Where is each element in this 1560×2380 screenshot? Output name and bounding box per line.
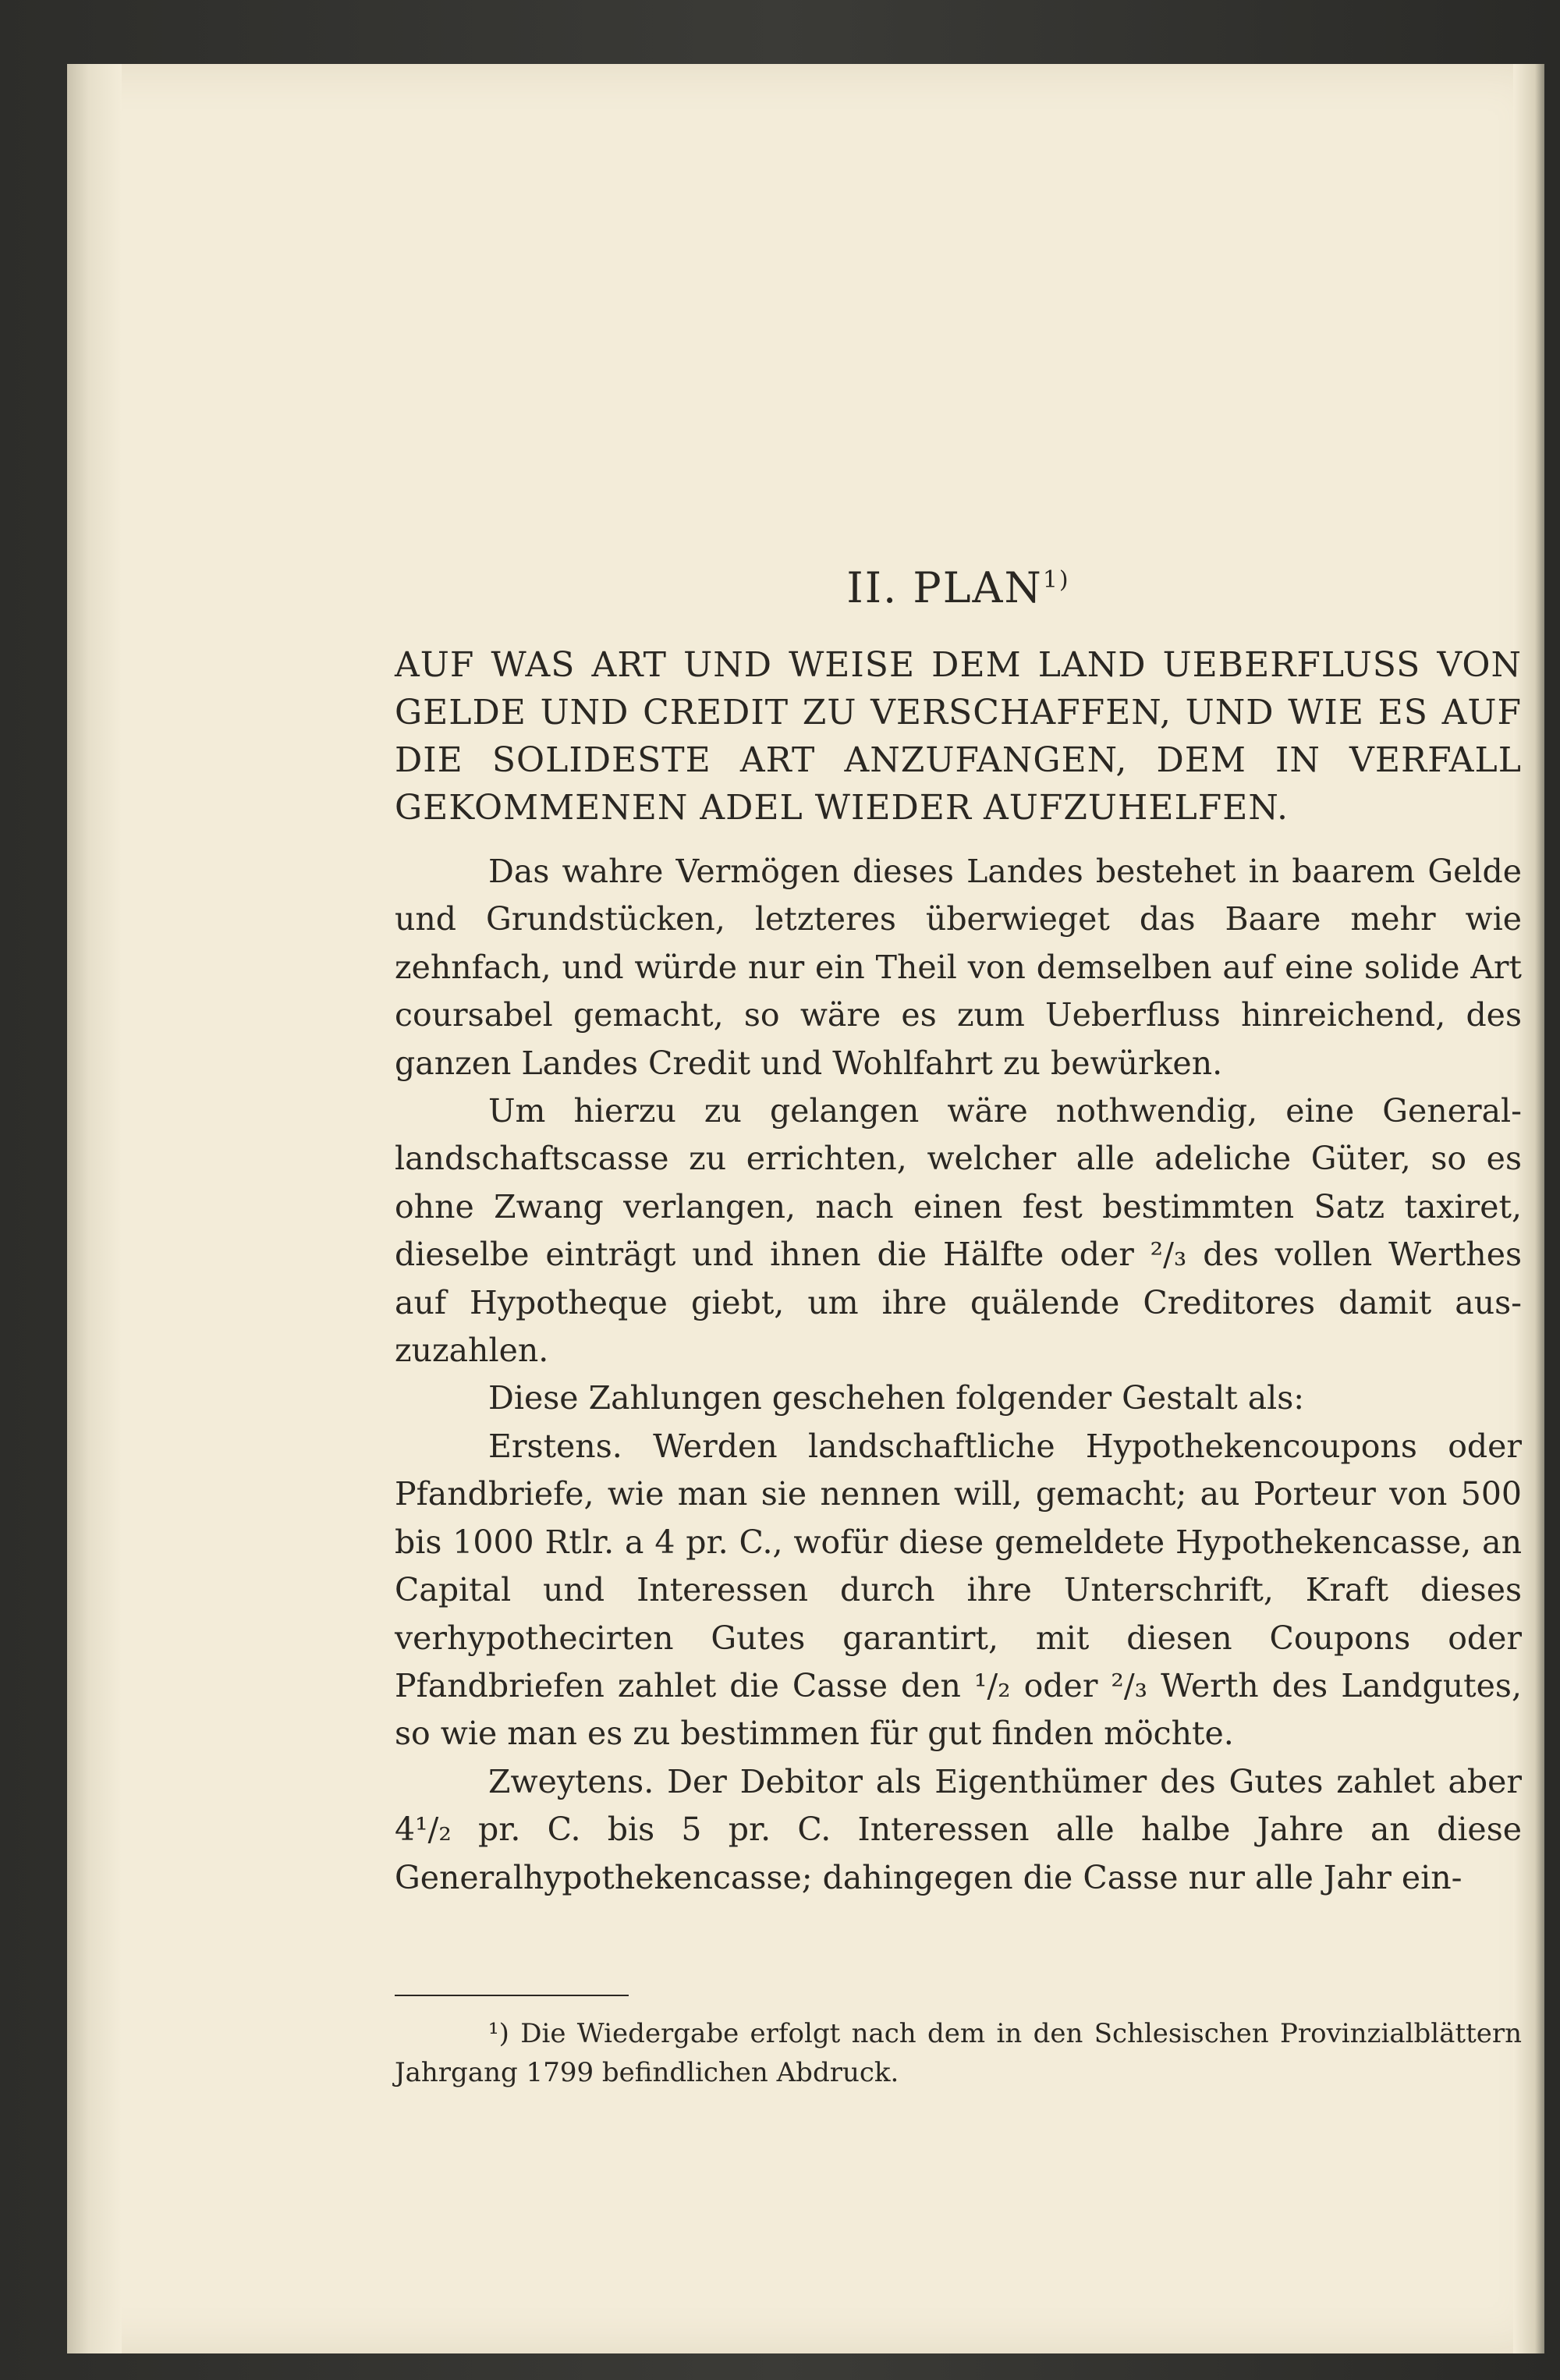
footnote: ¹) Die Wiedergabe erfolgt nach dem in den Schlesischen Provinzialblättern Jahrgang 1799 befindlichen Abdruck. [395,2018,1522,2088]
paragraph: Um hierzu zu gelangen wäre nothwendig, eine Generallandschaftscasse zu errichten, welcher alle adeliche Güter, so es ohne Zwang verlangen, nach einen fest bestimmten Satz taxiret, dieselbe einträgt und ihnen die Hälfte oder ²/₃ des vollen Werthes auf Hypotheque giebt, um ihre quälende Creditores damit auszuzahlen. [395,1092,1522,1370]
footnote-divider [395,1995,629,1996]
paragraph: Erstens. Werden landschaftliche Hypothekencoupons oder Pfandbriefe, wie man sie nennen will, gemacht; au Porteur von 500 bis 1000 Rtlr. a 4 pr. C., wofür diese gemeldete Hypothekencasse, an Capital und Interessen durch ihre Unterschrift, Kraft dieses verhypothecirten Gutes garantirt, mit diesen Coupons oder Pfandbriefen zahlet die Casse den ¹/₂ oder ²/₃ Werth des Landgutes, so wie man es zu bestimmen für gut finden möchte. [395,1427,1522,1753]
chapter-title-text: II. PLAN [846,563,1043,612]
paragraph: Das wahre Vermögen dieses Landes bestehet in baarem Gelde und Grundstücken, letzteres überwieget das Baare mehr wie zehnfach, und würde nur ein Theil von demselben auf eine solide Art coursabel gemacht, so wäre es zum Ueberfluss hinreichend, des ganzen Landes Credit und Wohlfahrt zu bewürken. [395,853,1522,1082]
body-text [395,848,1522,1902]
title-footnote-mark: 1) [1042,566,1070,594]
paragraph: Diese Zahlungen geschehen folgender Gestalt als: [488,1379,1305,1417]
book-page [67,64,1544,2353]
page-gutter-shadow [67,64,122,2353]
chapter-subtitle: AUF WAS ART UND WEISE DEM LAND UEBERFLUSS VON GELDE UND CREDIT ZU VERSCHAFFEN, UND WIE ES AUF DIE SOLIDESTE ART ANZUFANGEN, DEM IN VERFALL GEKOMMENEN ADEL WIEDER AUFZUHELFEN. [395,645,1522,828]
paragraph: Zweytens. Der Debitor als Eigenthümer des Gutes zahlet aber 4¹/₂ pr. C. bis 5 pr. C. Interessen alle halbe Jahre an diese Generalhypothekencasse; dahingegen die Casse nur alle Jahr ein- [395,1762,1522,1896]
chapter-title [395,563,1522,612]
